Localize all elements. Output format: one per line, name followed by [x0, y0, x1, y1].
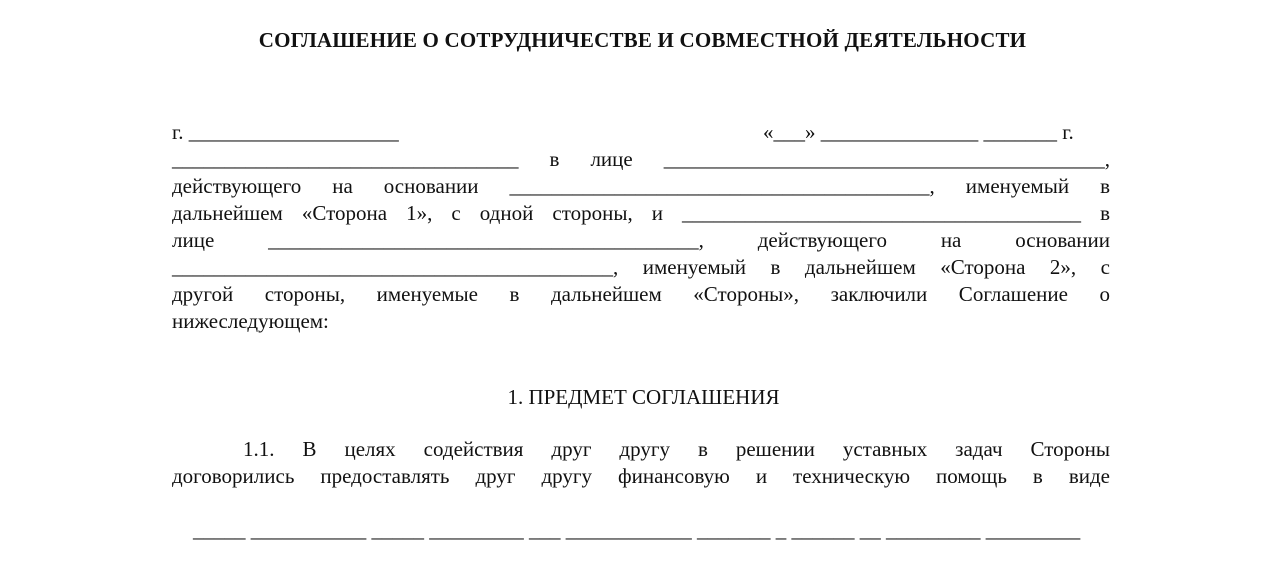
header-city-line: г. ____________________	[172, 120, 399, 144]
preamble-line: дальнейшем «Сторона 1», с одной стороны, и ______________________________________ в	[172, 201, 1110, 225]
section-heading: 1. ПРЕДМЕТ СОГЛАШЕНИЯ	[507, 385, 780, 409]
preamble-line: _________________________________ в лице __________________________________________,	[172, 147, 1110, 171]
preamble-line-last: нижеследующем:	[172, 309, 329, 333]
preamble-line: действующего на основании ________________________________________, именуемый в	[172, 174, 1110, 198]
cropped-text-line: _____ ___________ _____ _________ ___ ____________ _______ _ ______ __ _________ _________	[193, 518, 1081, 542]
clause-1-1-line: 1.1. В целях содействия друг другу в решении уставных задач Стороны	[243, 437, 1110, 461]
header-date-line: «___» _______________ _______ г.	[763, 120, 1074, 144]
document-title: СОГЛАШЕНИЕ О СОТРУДНИЧЕСТВЕ И СОВМЕСТНОЙ ДЕЯТЕЛЬНОСТИ	[258, 28, 1027, 52]
preamble-line: лице _________________________________________, действующего на основании	[172, 228, 1110, 252]
preamble-line: __________________________________________, именуемый в дальнейшем «Сторона 2», с	[172, 255, 1110, 279]
preamble-line: другой стороны, именуемые в дальнейшем «Стороны», заключили Соглашение о	[172, 282, 1110, 306]
clause-1-1-line: договорились предоставлять друг другу финансовую и техническую помощь в виде	[172, 464, 1110, 488]
